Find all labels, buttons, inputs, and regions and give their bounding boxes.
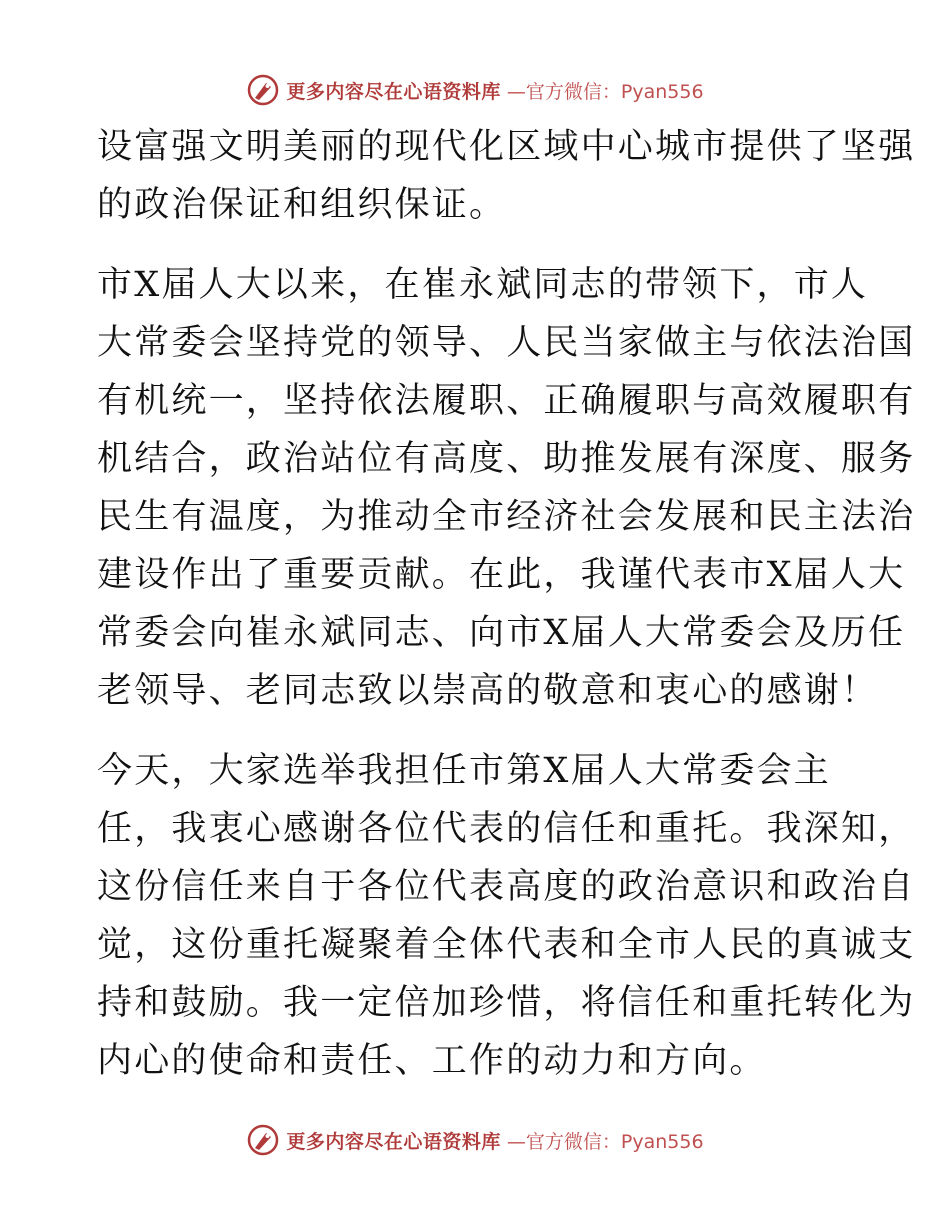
text-line: 大常委会坚持党的领导、人民当家做主与依法治国 bbox=[97, 323, 916, 363]
text-line: 民生有温度，为推动全市经济社会发展和民主法治 bbox=[97, 497, 916, 537]
text-line: 持和鼓励。我一定倍加珍惜，将信任和重托转化为 bbox=[97, 983, 916, 1023]
header-banner bbox=[0, 72, 950, 108]
text-line: 老领导、老同志致以崇高的敬意和衷心的感谢！ bbox=[97, 671, 879, 711]
text-line: 内心的使命和责任、工作的动力和方向。 bbox=[97, 1041, 767, 1081]
text-line: 觉，这份重托凝聚着全体代表和全市人民的真诚支 bbox=[97, 925, 916, 965]
text-line: 机结合，政治站位有高度、助推发展有深度、服务 bbox=[97, 439, 916, 479]
text-line: 常委会向崔永斌同志、向市X届人大常委会及历任 bbox=[97, 613, 906, 653]
pen-nib-logo-icon bbox=[246, 1123, 280, 1157]
paragraph-2 bbox=[97, 256, 916, 720]
pen-nib-logo-icon bbox=[246, 73, 280, 107]
text-line: 设富强文明美丽的现代化区域中心城市提供了坚强 bbox=[97, 127, 916, 167]
text-line: 有机统一，坚持依法履职、正确履职与高效履职有 bbox=[97, 381, 916, 421]
text-line: 的政治保证和组织保证。 bbox=[97, 185, 507, 225]
paragraph-1 bbox=[97, 118, 916, 234]
text-line: 市X届人大以来，在崔永斌同志的带领下，市人 bbox=[97, 265, 869, 305]
paragraph-3 bbox=[97, 742, 916, 1090]
text-line: 任，我衷心感谢各位代表的信任和重托。我深知， bbox=[97, 809, 916, 849]
footer-banner bbox=[0, 1122, 950, 1158]
text-line: 建设作出了重要贡献。在此，我谨代表市X届人大 bbox=[97, 555, 906, 595]
banner-contact: —官方微信：Pyan556 bbox=[506, 80, 704, 103]
text-line: 这份信任来自于各位代表高度的政治意识和政治自 bbox=[97, 867, 916, 907]
banner-title: 更多内容尽在心语资料库 bbox=[286, 1130, 501, 1153]
text-line: 今天，大家选举我担任市第X届人大常委会主 bbox=[97, 751, 831, 791]
banner-contact: —官方微信：Pyan556 bbox=[506, 1130, 704, 1153]
document-body bbox=[97, 118, 916, 1090]
banner-title: 更多内容尽在心语资料库 bbox=[286, 80, 501, 103]
